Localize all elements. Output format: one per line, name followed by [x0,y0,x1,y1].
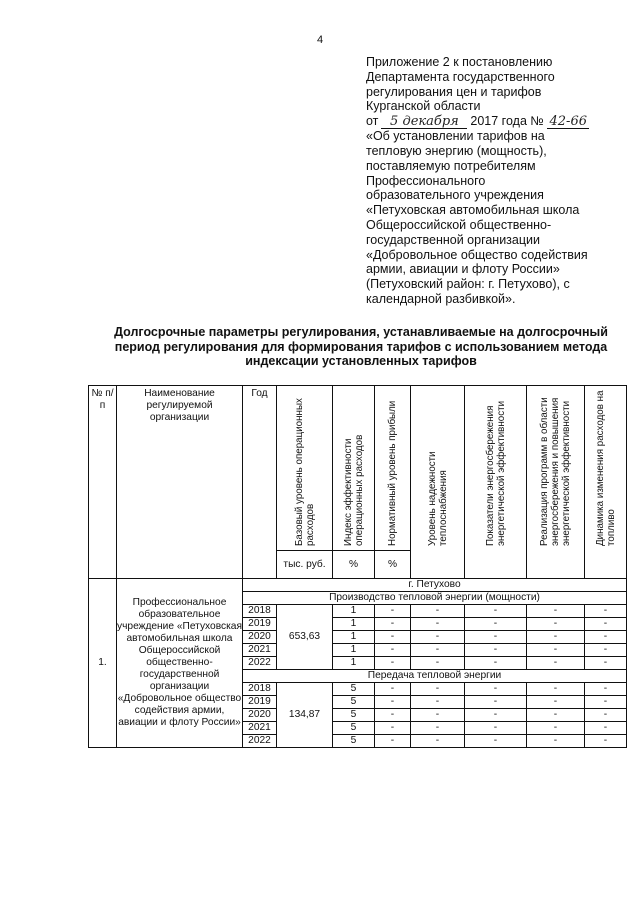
appendix-title-line: календарной разбивкой». [366,291,516,306]
year-cell: 2021 [243,644,277,657]
profit-cell: - [375,722,411,735]
profit-cell: - [375,644,411,657]
year-cell: 2020 [243,631,277,644]
efficiency-index-cell: 1 [333,644,375,657]
base-expenses-cell: 653,63 [277,605,333,670]
program-cell: - [527,644,585,657]
fuel-cell: - [585,631,627,644]
appendix-title-line: государственной организации [366,232,540,247]
fuel-cell: - [585,683,627,696]
appendix-title-line: поставляемую потребителям [366,158,536,173]
fuel-cell: - [585,618,627,631]
reliability-cell: - [411,696,465,709]
appendix-title-line: Профессионального [366,173,486,188]
year-cell: 2019 [243,618,277,631]
base-expenses-cell: 134,87 [277,683,333,748]
energy-eff-cell: - [465,618,527,631]
appendix-date-line [366,114,616,129]
fuel-cell: - [585,657,627,670]
header-index [333,386,375,551]
header-program [527,386,585,579]
fuel-cell: - [585,709,627,722]
fuel-cell: - [585,722,627,735]
appendix-line: Курганской области [366,99,481,114]
efficiency-index-cell: 5 [333,696,375,709]
appendix-title-line: «Добровольное общество содействия [366,247,588,262]
heading-line: индексации установленных тарифов [245,354,477,368]
heading-line: Долгосрочные параметры регулирования, устанавливаемые на долгосрочный [114,325,608,339]
efficiency-index-cell: 1 [333,605,375,618]
efficiency-index-cell: 1 [333,657,375,670]
handwritten-number: 42-66 [547,115,589,129]
date-prefix: от [366,114,379,129]
year-cell: 2022 [243,657,277,670]
section-title: Производство тепловой энергии (мощности) [243,592,627,605]
energy-eff-cell: - [465,631,527,644]
energy-eff-cell: - [465,709,527,722]
energy-eff-cell: - [465,657,527,670]
header-energy-eff-text: Показатели энергосбережения энергетической эффективности [484,400,507,546]
handwritten-date: 5 декабря [381,115,467,129]
appendix-title-line: тепловую энергию (мощность), [366,143,547,158]
header-energy-eff [465,386,527,579]
appendix-title-line: Общероссийской общественно- [366,217,552,232]
profit-cell: - [375,618,411,631]
header-base [277,386,333,551]
energy-eff-cell: - [465,644,527,657]
appendix-line: Приложение 2 к постановлению [366,55,553,69]
appendix-line: Департамента государственного [366,69,555,84]
reliability-cell: - [411,644,465,657]
header-fuel [585,386,627,579]
unit-base: тыс. руб. [277,551,333,579]
energy-eff-cell: - [465,722,527,735]
header-row [89,386,627,551]
header-base-text: Базовый уровень операционных расходов [293,398,316,546]
appendix-title-line: «Петуховская автомобильная школа [366,203,580,218]
section-title: Передача тепловой энергии [243,670,627,683]
profit-cell: - [375,696,411,709]
reliability-cell: - [411,605,465,618]
profit-cell: - [375,605,411,618]
header-profit [375,386,411,551]
profit-cell: - [375,735,411,748]
program-cell: - [527,722,585,735]
year-cell: 2021 [243,722,277,735]
program-cell: - [527,605,585,618]
header-reliability [411,386,465,579]
program-cell: - [527,631,585,644]
program-cell: - [527,657,585,670]
appendix-block [366,55,616,307]
appendix-title-line: армии, авиации и флоту России» [366,262,560,277]
reliability-cell: - [411,631,465,644]
energy-eff-cell: - [465,683,527,696]
program-cell: - [527,683,585,696]
header-year: Год [243,386,277,579]
year-cell: 2022 [243,735,277,748]
reliability-cell: - [411,683,465,696]
efficiency-index-cell: 1 [333,631,375,644]
unit-profit: % [375,551,411,579]
program-cell: - [527,709,585,722]
year-cell: 2020 [243,709,277,722]
appendix-title-line: (Петуховский район: г. Петухово), с [366,277,570,292]
header-reliability-text: Уровень надежности теплоснабжения [426,451,449,546]
year-cell: 2019 [243,696,277,709]
reliability-cell: - [411,735,465,748]
reliability-cell: - [411,709,465,722]
header-fuel-text: Динамика изменения расходов на топливо [594,390,617,546]
date-suffix: 2017 года № [470,114,544,129]
document-heading [96,325,626,369]
reliability-cell: - [411,618,465,631]
fuel-cell: - [585,696,627,709]
header-index-text: Индекс эффективности операционных расходов [342,434,365,546]
fuel-cell: - [585,735,627,748]
location-row [89,579,627,592]
efficiency-index-cell: 5 [333,722,375,735]
profit-cell: - [375,709,411,722]
header-program-text: Реализация программ в области энергосбережения и повышения энергетической эффективности [539,397,572,546]
efficiency-index-cell: 1 [333,618,375,631]
efficiency-index-cell: 5 [333,709,375,722]
energy-eff-cell: - [465,696,527,709]
energy-eff-cell: - [465,735,527,748]
header-org: Наименование регулируемой организации [117,386,243,579]
year-cell: 2018 [243,605,277,618]
appendix-title-line: «Об установлении тарифов на [366,129,545,144]
program-cell: - [527,618,585,631]
organization-name: Профессиональное образовательное учреждение «Петуховская автомобильная школа Общероссийской общественно-государственной организации «Добровольное общество содействия армии, авиации и флоту России» [117,579,243,748]
header-num: № п/п [89,386,117,579]
efficiency-index-cell: 5 [333,683,375,696]
page-number: 4 [316,34,324,46]
program-cell: - [527,696,585,709]
profit-cell: - [375,631,411,644]
profit-cell: - [375,683,411,696]
fuel-cell: - [585,644,627,657]
parameters-table [88,385,627,748]
reliability-cell: - [411,722,465,735]
program-cell: - [527,735,585,748]
fuel-cell: - [585,605,627,618]
reliability-cell: - [411,657,465,670]
row-number: 1. [89,579,117,748]
heading-line: период регулирования для формирования тарифов с использованием метода [114,339,608,354]
header-profit-text: Нормативный уровень прибыли [387,400,398,546]
unit-index: % [333,551,375,579]
location-label: г. Петухово [243,579,627,592]
efficiency-index-cell: 5 [333,735,375,748]
appendix-line: регулирования цен и тарифов [366,84,542,99]
appendix-title-line: образовательного учреждения [366,188,544,203]
profit-cell: - [375,657,411,670]
year-cell: 2018 [243,683,277,696]
energy-eff-cell: - [465,605,527,618]
